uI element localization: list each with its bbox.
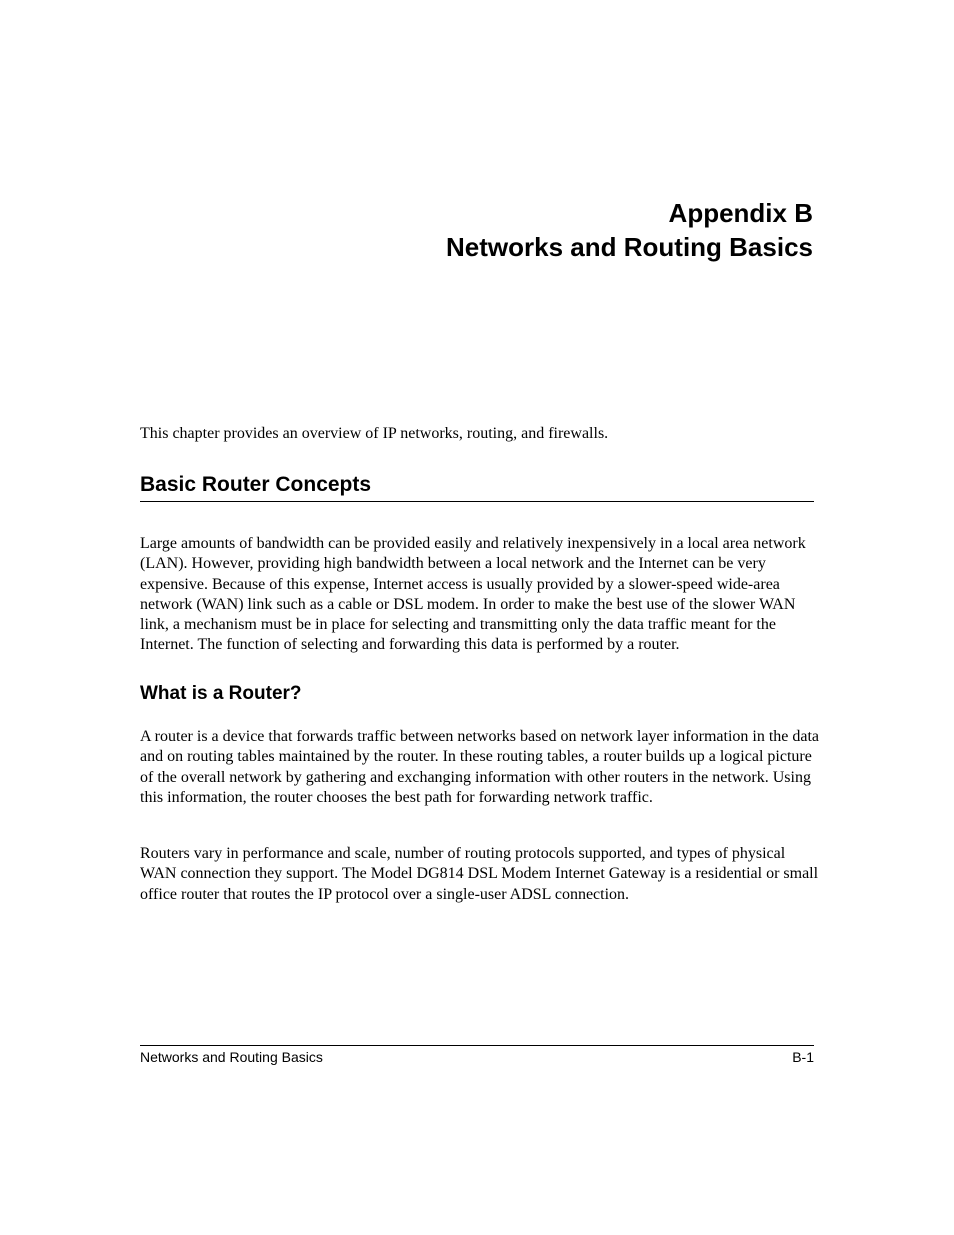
chapter-number: Appendix B (668, 198, 813, 228)
chapter-name: Networks and Routing Basics (446, 232, 813, 262)
section-heading: Basic Router Concepts (140, 473, 372, 496)
chapter-title (446, 196, 813, 264)
section-heading-rule (140, 501, 814, 502)
footer-rule (140, 1045, 814, 1046)
footer-title: Networks and Routing Basics (140, 1049, 323, 1065)
subsection-heading: What is a Router? (140, 683, 302, 704)
intro-paragraph: This chapter provides an overview of IP networks, routing, and firewalls. (140, 425, 609, 442)
subsection-paragraph-1: A router is a device that forwards traffic between networks based on network layer information in the data and on routing tables maintained by the router. In these routing tables, a router builds up a logical picture of the overall network by gathering and exchanging information with other routers in the network. Using this information, the router chooses the best path for forwarding network traffic. (140, 728, 820, 806)
page-number: B-1 (792, 1049, 814, 1065)
section-paragraph: Large amounts of bandwidth can be provided easily and relatively inexpensively in a local area network (LAN). However, providing high bandwidth between a local network and the Internet can be very expensive. Because of this expense, Internet access is usually provided by a slower-speed wide-area network (WAN) link such as a cable or DSL modem. In order to make the best use of the slower WAN link, a mechanism must be in place for selecting and transmitting only the data traffic meant for the Internet. The function of selecting and forwarding this data is performed by a router. (140, 535, 806, 654)
subsection-paragraph-2: Routers vary in performance and scale, number of routing protocols supported, and types of physical WAN connection they support. The Model DG814 DSL Modem Internet Gateway is a residential or small office router that routes the IP protocol over a single-user ADSL connection. (140, 845, 819, 903)
